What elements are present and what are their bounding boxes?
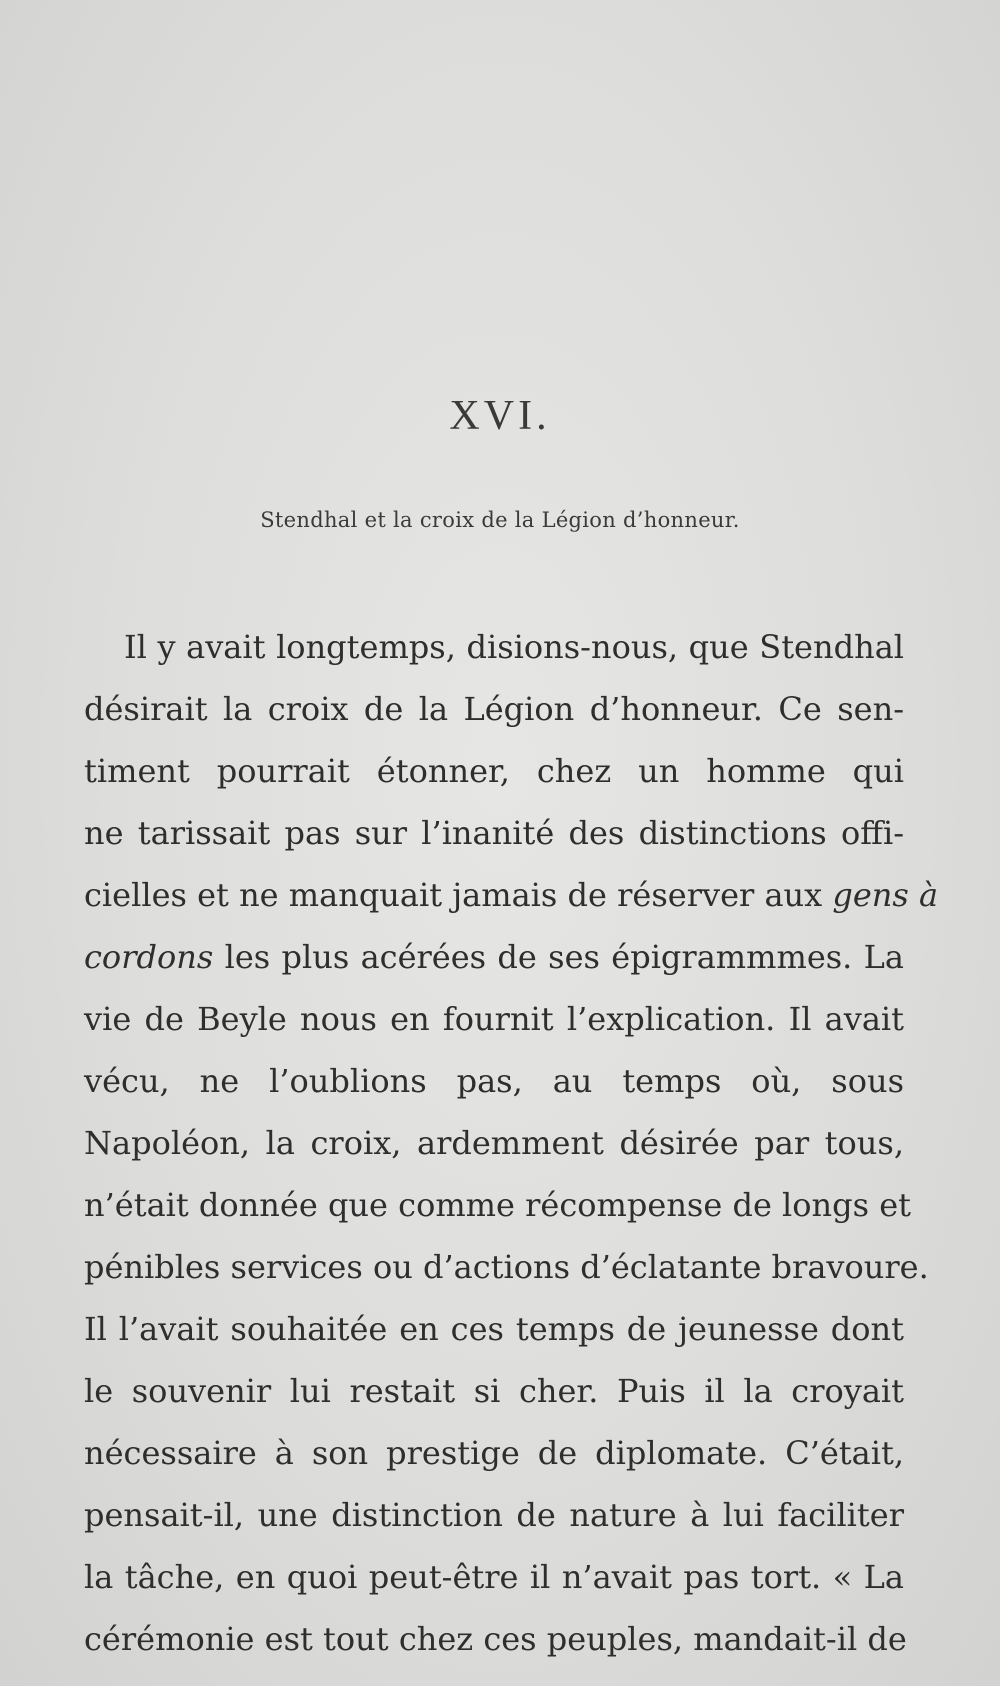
text-line: Il l’avait souhaitée en ces temps de jeunesse dont	[84, 1310, 904, 1348]
text-line: timent pourrait étonner, chez un homme qui	[84, 752, 904, 790]
text-line: désirait la croix de la Légion d’honneur. Ce sen-	[84, 690, 904, 728]
text-line: Napoléon, la croix, ardemment désirée par tous,	[84, 1124, 904, 1162]
chapter-number: XVI.	[449, 393, 551, 439]
text-line: nécessaire à son prestige de diplomate. C’était,	[84, 1434, 904, 1472]
body-paragraph	[84, 616, 939, 1670]
text-line: cordons les plus acérées de ses épigrammmes. La	[84, 938, 904, 976]
text-line: la tâche, en quoi peut-être il n’avait pas tort. « La	[84, 1558, 904, 1596]
chapter-title: Stendhal et la croix de la Légion d’honneur.	[260, 508, 740, 532]
text-line: pénibles services ou d’actions d’éclatante bravoure.	[84, 1248, 929, 1286]
text-line: vécu, ne l’oublions pas, au temps où, sous	[84, 1062, 904, 1100]
text-line: ne tarissait pas sur l’inanité des distinctions offi-	[84, 814, 904, 852]
text-line: vie de Beyle nous en fournit l’explication. Il avait	[84, 1000, 904, 1038]
text-line: le souvenir lui restait si cher. Puis il la croyait	[84, 1372, 904, 1410]
italic-phrase: cordons	[84, 938, 214, 976]
italic-phrase: gens à	[832, 876, 939, 914]
text-line: n’était donnée que comme récompense de longs et	[84, 1186, 912, 1224]
text-line: cielles et ne manquait jamais de réserver aux gens à	[84, 876, 939, 914]
text-line: cérémonie est tout chez ces peuples, mandait-il de	[84, 1620, 907, 1658]
text-line: Il y avait longtemps, disions-nous, que Stendhal	[124, 628, 904, 666]
text-line: pensait-il, une distinction de nature à lui faciliter	[84, 1496, 904, 1534]
